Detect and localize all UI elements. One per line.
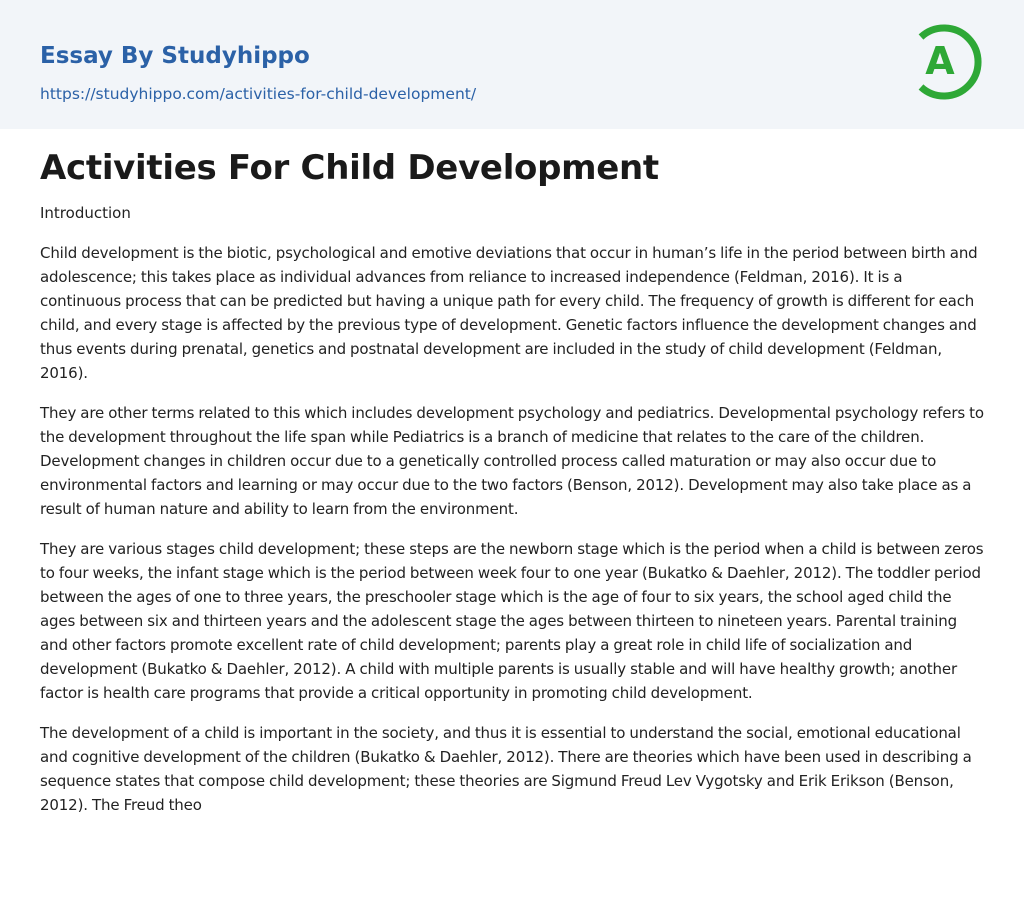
logo-letter: A [925,39,955,83]
site-header [0,0,1024,129]
studyhippo-logo-icon[interactable] [912,19,986,105]
page-title: Activities For Child Development [40,148,659,188]
paragraph: The development of a child is important in the society, and thus it is essential to understand the social, emotional educational and cognitive development of the children (Bukatko & Daehler, 2012). There are theories which have been used in describing a sequence states that compose child development; these theories are Sigmund Freud Lev Vygotsky and Erik Erikson (Benson, 2012). The Freud theo [40,724,972,814]
source-url-link[interactable]: https://studyhippo.com/activities-for-child-development/ [40,85,477,103]
paragraph: Child development is the biotic, psychological and emotive deviations that occur in human’s life in the period between birth and adolescence; this takes place as individual advances from reliance to increased independence (Feldman, 2016). It is a continuous process that can be predicted but having a unique path for every child. The frequency of growth is different for each child, and every stage is affected by the previous type of development. Genetic factors influence the development changes and thus events during prenatal, genetics and postnatal development are included in the study of child development (Feldman, 2016). [40,244,978,382]
intro-heading: Introduction [40,204,131,222]
paragraph: They are other terms related to this which includes development psychology and pediatrics. Developmental psychology refers to the development throughout the life span while Pediatrics is a branch of medicine that relates to the care of the children. Development changes in children occur due to a genetically controlled process called maturation or may also occur due to environmental factors and learning or may occur due to the two factors (Benson, 2012). Development may also take place as a result of human nature and ability to learn from the environment. [40,404,984,518]
article [0,129,1024,817]
paragraph: They are various stages child development; these steps are the newborn stage which is the period when a child is between zeros to four weeks, the infant stage which is the period between week four to one year (Bukatko & Daehler, 2012). The toddler period between the ages of one to three years, the preschooler stage which is the age of four to six years, the school aged child the ages between six and thirteen years and the adolescent stage the ages between thirteen to nineteen years. Parental training and other factors promote excellent rate of child development; parents play a great role in child life of socialization and development (Bukatko & Daehler, 2012). A child with multiple parents is usually stable and will have healthy growth; another factor is health care programs that provide a critical opportunity in promoting child development. [40,540,984,702]
site-brand[interactable]: Essay By Studyhippo [40,43,310,69]
